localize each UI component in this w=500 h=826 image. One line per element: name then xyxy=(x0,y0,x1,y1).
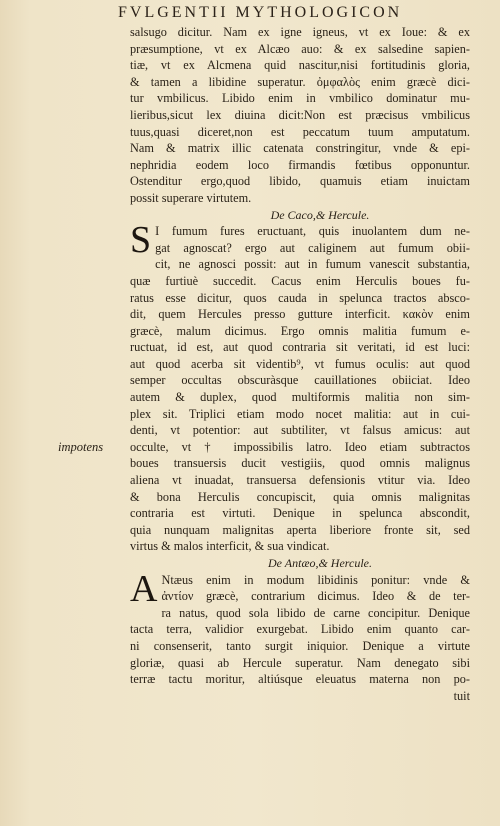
text-line: boues transuersis ducit vestigiis, quod omnis malignus xyxy=(130,456,470,471)
text-line: ἀντίον græcè, contrarium dicimus. Ideo & de ter- xyxy=(161,589,470,604)
text-line: græcè, malum dicimus. Ergo omnis malitia fumum e- xyxy=(130,323,470,338)
paragraph-antaeus xyxy=(130,567,470,688)
text-line: ra natus, quod sola libido de carne concipitur. Denique xyxy=(161,605,470,620)
section-heading-antaeus: De Antæo,& Hercule. xyxy=(268,556,372,570)
text-line: tur vmbilicus. Libido enim in vmbilico dominatur mu- xyxy=(130,91,470,106)
text-line: I fumum fures eructuant, quis inuolantem dum ne- xyxy=(155,224,470,239)
text-line: gloriæ, quasi ab Hercule superatur. Nam denegato sibi xyxy=(130,655,470,670)
text-line: occulte, vt † impossibilis latro. Ideo etiam subtractos xyxy=(130,439,470,454)
text-line: ructuat, id est, aut quod contraria sit veritati, id est luci: xyxy=(130,340,470,355)
margin-note: impotens xyxy=(58,440,104,454)
text-column xyxy=(130,24,470,704)
text-line: lieribus,sicut lex diuina dicit:Non est præcisus vmbilicus xyxy=(130,107,470,122)
text-line: salsugo dicitur. Nam ex igne igneus, vt ex Ioue: & ex xyxy=(130,25,470,39)
text-line: plex sit. Triplici etiam modo nocet malitia: aut in cui- xyxy=(130,406,470,421)
drop-cap: S xyxy=(130,219,152,262)
text-line: ratus esse dicitur, quos cauda in spelunca tractos absco- xyxy=(130,290,470,305)
text-line: virtus & malos interficit, & sua vindicat. xyxy=(130,539,330,554)
text-line: semper occultas obscuràsque cauillationes obiiciat. Ideo xyxy=(130,373,470,388)
text-line: & bona Herculis concupiscit, quia omnis malignitas xyxy=(130,489,470,504)
paragraph-hippolytus-end xyxy=(130,24,470,207)
running-head: FVLGENTII MYTHOLOGICON xyxy=(118,4,403,21)
text-line: & tamen a libidine superatur. ὀμφαλὸς enim græcè dici- xyxy=(130,74,470,89)
text-line: autem & duplex, quod multiformis malitia non sim- xyxy=(130,390,470,405)
text-line: cit, ne agnosci possit: aut in fumum vanescit substantia, xyxy=(155,257,470,272)
text-line: præsumptione, vt ex Alcæo auo: & ex salsedine sapien- xyxy=(130,41,470,56)
text-line: Ostenditur ergo,quod libido, quamuis etiam inuictam xyxy=(130,174,470,189)
text-line: terræ tactu moritur, altiúsque eleuatus materna non po- xyxy=(130,672,470,687)
text-line: dit, quem Hercules presso gutture interficit. κακὸν enim xyxy=(130,307,470,322)
text-line: gat agnoscat? ergo aut caliginem aut fumum obii- xyxy=(155,240,470,255)
text-line: quia nunquam malignitas aperta liberiore fronte sit, sed xyxy=(130,522,470,537)
drop-cap: A xyxy=(130,567,158,610)
text-line: contraria est virtuti. Denique in spelunca abscondit, xyxy=(130,506,470,521)
text-line: aut quod acerba sit videntib⁹, vt fumus oculis: aut quod xyxy=(130,356,470,371)
text-line: aliena vt inuadat, transuersa defensionis vtitur via. Ideo xyxy=(130,473,470,488)
text-line: ni consenserit, tanto surgit iniquior. Denique a virtute xyxy=(130,638,470,653)
text-line: Nam & matrix illic catenata constringitur, vnde & epi- xyxy=(130,141,470,156)
text-line: Ntæus enim in modum libidinis ponitur: vnde & xyxy=(161,572,470,587)
text-line: quæ furtiuè succedit. Cacus enim Herculis boues fu- xyxy=(130,273,470,288)
section-heading-cacus: De Caco,& Hercule. xyxy=(270,207,370,222)
text-line: tiæ, vt ex Alcmena quid nascitur,nisi fortitudinis gloria, xyxy=(130,58,470,73)
text-line: possit superare virtutem. xyxy=(130,190,252,205)
paragraph-cacus xyxy=(130,219,470,555)
text-line: tuus,quasi diceret,non est peccatum tuum amputatum. xyxy=(130,124,470,139)
text-line: nephridia eodem loco firmandis fœtibus opponuntur. xyxy=(130,157,470,172)
catchword: tuit xyxy=(453,688,470,703)
text-line: denti, vt potentior: aut subtiliter, vt falsus amicus: aut xyxy=(130,423,470,438)
text-line: tacta terra, validior exurgebat. Libido enim quanto car- xyxy=(130,622,470,637)
